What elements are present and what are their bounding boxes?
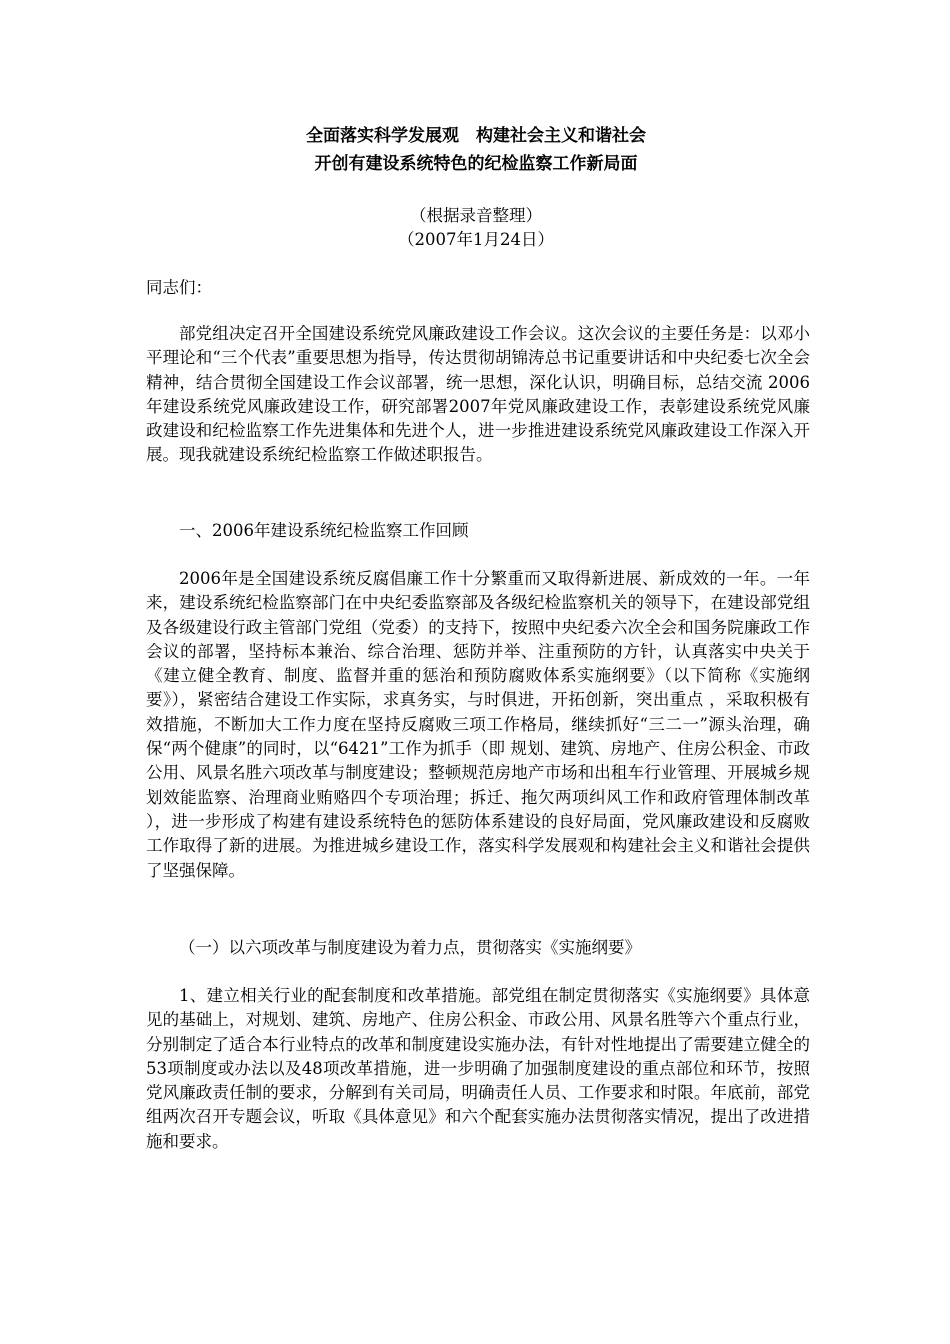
review-paragraph: 2006年是全国建设系统反腐倡廉工作十分繁重而又取得新进展、新成效的一年。一年来，建设系统纪检监察部门在中央纪委监察部及各级纪检监察机关的领导下，在建设部党组及各级建设行政主管部门党组（党委）的支持下，按照中央纪委六次全会和国务院廉政工作会议的部署，坚持标本兼治、综合治理、惩防并举、注重预防的方针，认真落实中央关于《建立健全教育、制度、监督并重的惩治和预防腐败体系实施纲要》（以下简称《实施纲要》），紧密结合建设工作实际，求真务实，与时俱进，开拓创新，突出重点 ，采取积极有效措施，不断加大工作力度在坚持反腐败三项工作格局，继续抓好“三二一”源头治理，确保“两个健康”的同时，以“6421”工作为抓手（即 规划、建筑、房地产、住房公积金、市政公用、风景名胜六项改革与制度建设；整顿规范房地产市场和出租车行业管理、开展城乡规划效能监察、治理商业贿赂四个专项治理；拆迁、拖欠两项纠风工作和政府管理体制改革 ），进一步形成了构建有建设系统特色的惩防体系建设的良好局面，党风廉政建设和反腐败工作取得了新的进展。为推进城乡建设工作，落实科学发展观和构建社会主义和谐社会提供了坚强保障。: [146, 569, 810, 880]
document-title-line-1: 全面落实科学发展观 构建社会主义和谐社会: [306, 126, 646, 146]
salutation: 同志们：: [146, 278, 212, 297]
transcription-note: （根据录音整理）: [410, 206, 542, 225]
document-title-line-2: 开创有建设系统特色的纪检监察工作新局面: [314, 154, 638, 174]
document-date: （2007年1月24日）: [398, 230, 554, 249]
intro-paragraph: 部党组决定召开全国建设系统党风廉政建设工作会议。这次会议的主要任务是：以邓小平理论和“三个代表”重要思想为指导，传达贯彻胡锦涛总书记重要讲话和中央纪委七次全会精神，结合贯彻全国建设工作会议部署，统一思想，深化认识，明确目标，总结交流 2006年建设系统党风廉政建设工作，研究部署2007年党风廉政建设工作，表彰建设系统党风廉政建设和纪检监察工作先进集体和先进个人，进一步推进建设系统党风廉政建设工作深入开展。现我就建设系统纪检监察工作做述职报告。: [146, 324, 810, 465]
item-1-paragraph: 1、建立相关行业的配套制度和改革措施。部党组在制定贯彻落实《实施纲要》具体意见的基础上，对规划、建筑、房地产、住房公积金、市政公用、风景名胜等六个重点行业，分别制定了适合本行业特点的改革和制度建设实施办法，有针对性地提出了需要建立健全的 53项制度或办法以及48项改革措施，进一步明确了加强制度建设的重点部位和环节，按照党风廉政责任制的要求，分解到有关司局，明确责任人员、工作要求和时限。年底前，部党组两次召开专题会议，听取《具体意见》和六个配套实施办法贯彻落实情况，提出了改进措施和要求。: [146, 986, 810, 1151]
subsection-heading-1: （一）以六项改革与制度建设为着力点，贯彻落实《实施纲要》: [179, 938, 641, 957]
section-heading-1: 一、2006年建设系统纪检监察工作回顾: [179, 521, 469, 540]
